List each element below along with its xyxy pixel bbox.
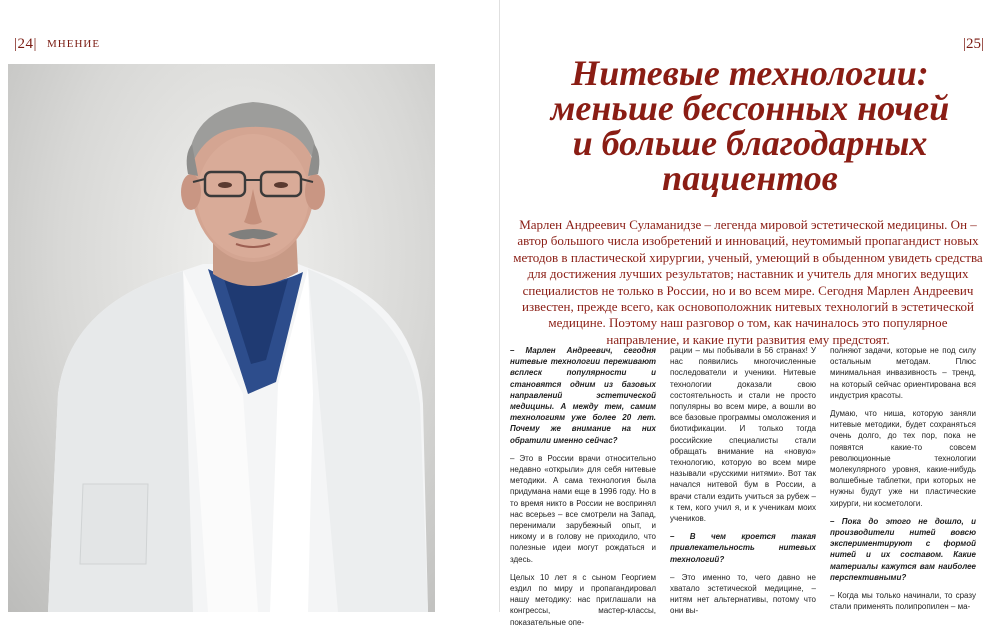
article-lead: Марлен Андреевич Суламанидзе – легенда мировой эстетической медицины. Он – автор большого числа изобретений и инноваций, неутомимый пропагандист новых методов в пластической хирургии, ученый, умеющий в обыденном увидеть средства для достижения лучших результатов; наставник и учитель для многих ведущих специалистов не только в России, но и во всем мире. Сегодня Марлен Андреевич известен, прежде всего, как основоположник нитевых технологий в эстетической медицине. Поэтому наш разговор о том, как начиналось это популярное направление, и какие пути развития ему предстоят. <box>513 217 983 347</box>
title-line: и больше благодарных <box>572 123 928 163</box>
interview-answer: – Когда мы только начинали, то сразу стали применять полипропилен – ма- <box>830 591 976 612</box>
interview-answer: Думаю, что ниша, которую заняли нитевые методики, будет сохраняться очень долго, до тех пор, пока не появятся какие-то совсем революционные технологии молекулярного уровня, какие-нибудь волшебные таблетки, при которых не нужны будут уже ни пластические хирурги, ни косметологи. <box>830 409 976 508</box>
interview-question: – Пока до этого не дошло, и производители нитей вовсю экспериментируют с формой нитей и их составом. Какие материалы кажутся вам наиболее перспективными? <box>830 516 976 582</box>
interview-question: – В чем кроется такая привлекательность нитевых технологий? <box>670 532 816 564</box>
portrait-photo <box>8 64 435 612</box>
page-number-right: |25| <box>962 36 984 52</box>
doctor-portrait-illustration <box>8 64 435 612</box>
interview-answer: – Это в России врачи относительно недавно «открыли» для себя нитевые методики. А сама технология была придумана нами еще в 1996 году. Но в то время никто в России не воспринял нас всерьез – все смотрели на Запад, перенимали зарубежный опыт, и никому и в голову не приходило, что полезные идеи могут рождаться и здесь. <box>510 453 656 564</box>
page-number-left: |24| <box>14 36 38 52</box>
title-line: пациентов <box>662 158 838 198</box>
interview-answer: рации – мы побывали в 56 странах! У нас появились многочисленные последователи и ученики. Нитевые технологии доказали свою состоятельность и стали не просто популярны во всем мире, а вошли во все базовые программы омоложения и биотификации. И только тогда российские специалисты стали обращать внимание на «новую» технологию, которую во всем мире называли «русскими нитями». Вот так начался нитевой бум в России, а врачи стали ездить учиться за рубеж – к тем, кого учил я, и к ученикам моих учеников. <box>670 346 816 524</box>
interview-question: – Марлен Андреевич, сегодня нитевые технологии переживают всплеск популярности и становятся одним из базовых направлений эстетической медицины. А между тем, самим технологиям уже более 20 лет. Почему же внимание на них обратили именно сейчас? <box>510 346 656 445</box>
left-page <box>0 0 500 612</box>
title-line: Нитевые технологии: <box>571 53 929 93</box>
section-label: МНЕНИЕ <box>47 38 101 50</box>
text-column-3 <box>830 345 976 619</box>
title-line: меньше бессонных ночей <box>550 88 950 128</box>
text-column-1 <box>510 345 656 635</box>
interview-answer: – Это именно то, чего давно не хватало эстетической медицине, – нитям нет альтернативы, потому что они вы- <box>670 572 816 616</box>
interview-answer: Целых 10 лет я с сыном Георгием ездил по миру и пропагандировал нашу методику: нас приглашали на конгрессы, мастер-классы, показательные опе- <box>510 572 656 627</box>
interview-answer: полняют задачи, которые не под силу остальным методам. Плюс минимальная инвазивность – тренд, на который сейчас ориентирована вся индустрия красоты. <box>830 346 976 400</box>
text-column-2 <box>670 345 816 624</box>
article-title <box>530 53 970 198</box>
